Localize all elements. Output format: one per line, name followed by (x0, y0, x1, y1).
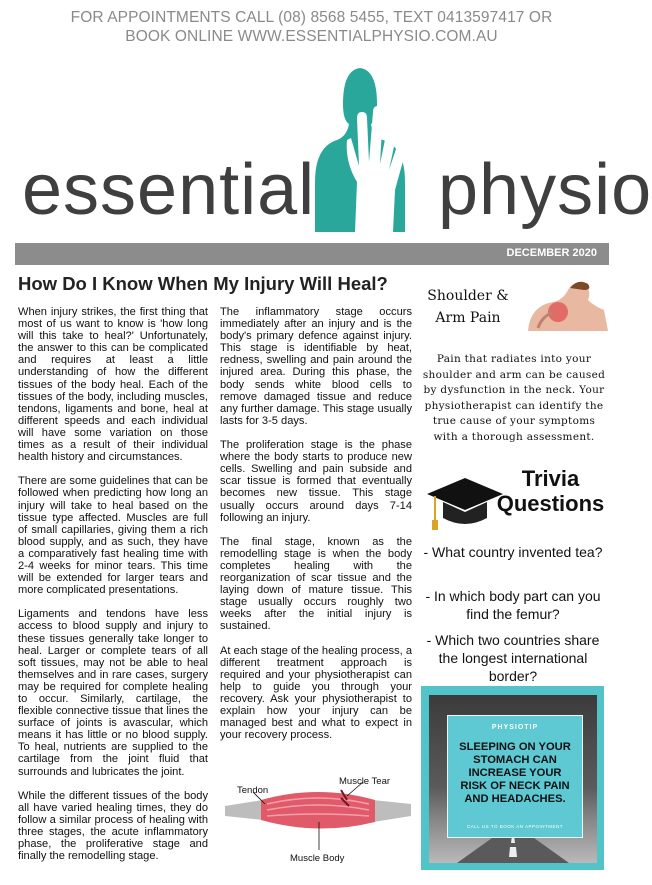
appointment-banner (0, 8, 623, 46)
diagram-label-tendon: Tendon (237, 785, 269, 796)
physio-tip-message: SLEEPING ON YOUR STOMACH CAN INCREASE YOUR RISK OF NECK PAIN AND HEADACHES. (459, 741, 571, 805)
sidebar-title-line-1: Shoulder & (427, 288, 509, 304)
diagram-label-muscle-body: Muscle Body (290, 853, 345, 864)
physio-logo-icon (285, 62, 435, 232)
article-column-2 (220, 306, 412, 753)
date-bar (15, 243, 609, 265)
appointment-line-1: FOR APPOINTMENTS CALL (08) 8568 5455, TEXT 0413597417 OR (70, 9, 553, 26)
trivia-title-line-2: Questions (496, 491, 605, 516)
physio-tip-box (447, 715, 583, 838)
article-headline: How Do I Know When My Injury Will Heal? (18, 273, 388, 294)
physio-tip-image (429, 695, 597, 863)
appointment-line-2: BOOK ONLINE WWW.ESSENTIALPHYSIO.COM.AU (125, 28, 498, 45)
article-paragraph: The proliferation stage is the phase where the body starts to produce new cells. Swelling and pain subside and scar tissue is formed that eventually becomes new tissue. This stage usually occurs around days 7-14 following an injury. (220, 439, 412, 524)
brand-word-essential: essential (22, 150, 316, 230)
shoulder-pain-illustration-icon (518, 276, 608, 331)
trivia-title-line-1: Trivia (521, 466, 580, 491)
article-paragraph: When injury strikes, the first thing that most of us want to know is 'how long will this take to heal?' Unfortunately, the answer to this can be complicated and requires at least a little understanding of how the different tissues of the body heal. Each of the tissues of the body, including muscles, tendons, ligaments and bone, heal at different speeds and each individual will have some variation on those times as a result of their individual health history and circumstances. (18, 306, 208, 464)
physio-tip-panel (421, 686, 604, 870)
physio-tip-footer: CALL US TO BOOK AN APPOINTMENT (467, 824, 563, 829)
article-paragraph: While the different tissues of the body all have varied healing times, they do follow a similar process of healing with three stages, the acute inflammatory phase, the proliferative stage and finally the remodelling stage. (18, 789, 208, 863)
trivia-question: - What country invented tea? (423, 544, 603, 560)
article-paragraph: There are some guidelines that can be followed when predicting how long an injury will take to heal based on the tissue type affected. Muscles are full of small capillaries, giving them a rich blood supply, and as such, they have a comparatively fast healing time with 2-4 weeks for minor tears. This time will be extended for larger tears and more complicated presentations. (18, 475, 208, 597)
article-paragraph: At each stage of the healing process, a different treatment approach is required and your physiotherapist can help to guide you through your recovery. Ask your physiotherapist to explain how your injury can be managed best and what to expect in your recovery process. (220, 644, 412, 742)
article-paragraph: Ligaments and tendons have less access to blood supply and injury to these tissues generally take longer to heal. Larger or complete tears of all soft tissues, may not be able to heal themselves and in rare cases, surgery may be required for complete healing to occur. Similarly, cartilage, the flexible connective tissue that lines the surface of joints is avascular, which means it has little or no blood supply. To heal, nutrients are supplied to the cartilage from the joint fluid that surrounds and lubricates the joint. (18, 608, 208, 778)
physio-tip-label: PHYSIOTIP (491, 724, 539, 731)
trivia-question: - In which body part can you find the femur? (425, 588, 601, 622)
trivia-question: - Which two countries share the longest international border? (426, 632, 600, 684)
brand-word-physio: physio (438, 150, 652, 230)
article-paragraph: The inflammatory stage occurs immediately after an injury and is the body's primary defence against injury. This stage is identifiable by heat, redness, swelling and pain around the injured area. During this phase, the body sends white blood cells to remove damaged tissue and reduce any further damage. This stage usually lasts for 3-5 days. (220, 306, 412, 427)
sidebar-title-line-2: Arm Pain (435, 310, 501, 326)
trivia-title (488, 466, 613, 516)
sidebar-title (423, 285, 513, 329)
issue-date: DECEMBER 2020 (506, 247, 597, 259)
article-column-1 (18, 306, 208, 874)
sidebar-text: Pain that radiates into your shoulder and arm can be caused by dysfunction in the neck. Your physiotherapist can identify the true cause of your symptoms with a thorough assessment. (422, 353, 606, 443)
article-paragraph: The final stage, known as the remodelling stage is when the body completes healing with the reorganization of scar tissue and the laying down of mature tissue. This stage usually occurs roughly two weeks after the initial injury is sustained. (220, 535, 412, 633)
diagram-label-muscle-tear: Muscle Tear (339, 776, 391, 787)
